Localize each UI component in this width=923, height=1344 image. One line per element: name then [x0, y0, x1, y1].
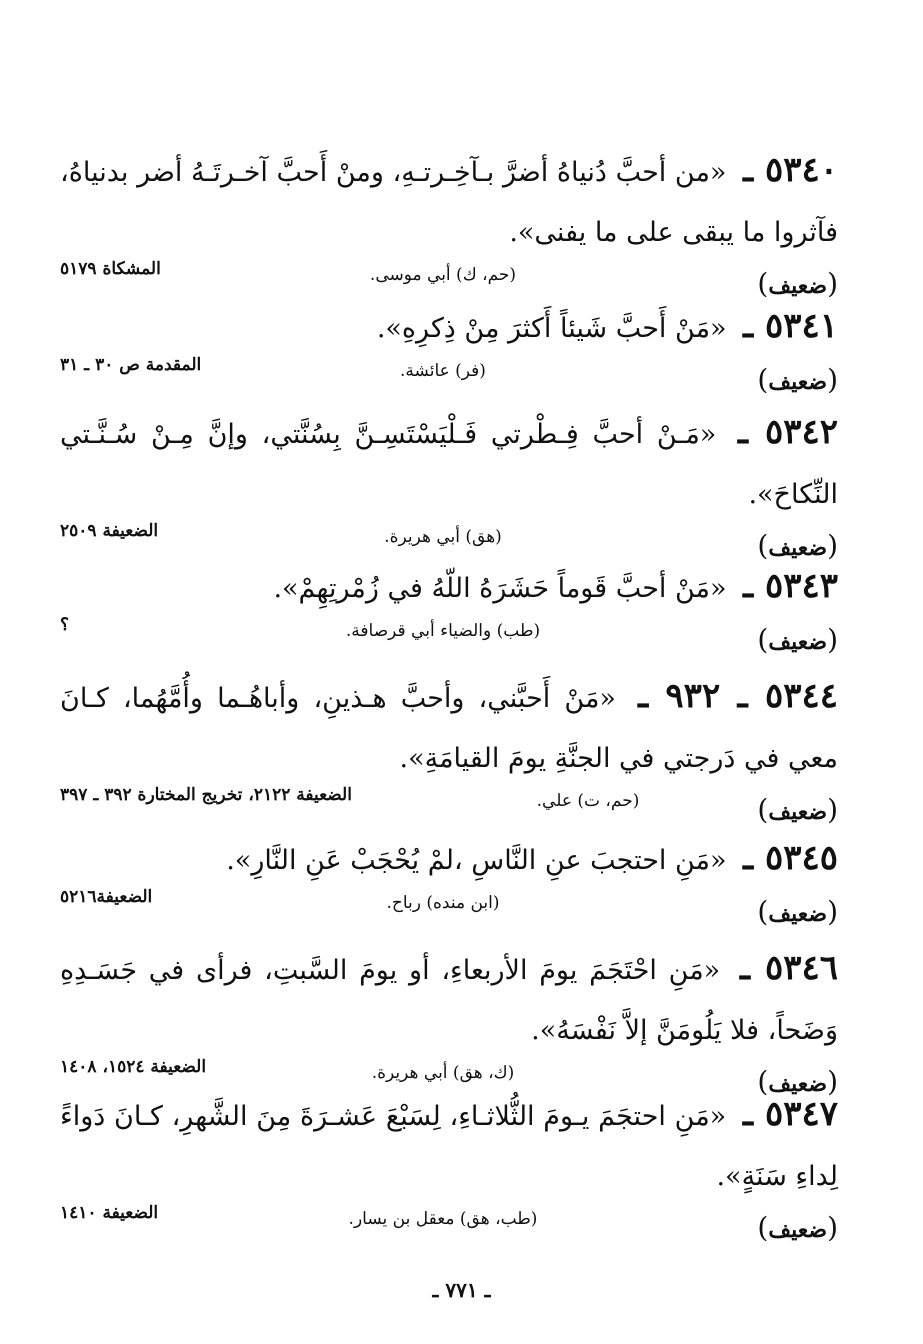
hadith-text: «مَـنْ أحبَّ فِـطْرتي فَـلْيَسْتَسِـنَّ بِسُنَّتي، وإنَّ مِـنْ سُـنَّـتي النِّكاحَ».: [60, 419, 838, 510]
hadith-text-block: [60, 828, 838, 891]
hadith-text-block: [60, 1084, 838, 1207]
hadith-entry-5345: [60, 828, 838, 945]
hadith-text: «من أحبَّ دُنياهُ أضرَّ بـآخِـرتـهِ، ومنْ أَحبَّ آخـرتَـهُ أضر بدنياهُ، فآثروا ما يبقى على ما يفنى».: [60, 157, 838, 248]
source-text: (هق) أبي هريرة.: [384, 527, 502, 547]
hadith-text: «مَنْ أحبَّ قَوماً حَشَرَهُ اللّهُ في زُمْرتِهِمْ».: [273, 573, 727, 604]
hadith-number: ٥٣٤٢ ـ: [738, 412, 838, 452]
grade-label: (ضعيف): [757, 1065, 838, 1098]
source-text: (ك، هق) أبي هريرة.: [371, 1063, 515, 1083]
source-text: (حم، ت) علي.: [536, 791, 640, 811]
hadith-text: «مَنِ احتجَمَ يـومَ الثُّلاثـاءِ، لِسَبْعَ عَشـرَةَ مِنَ الشَّهرِ، كـانَ دَواءً لِداءِ سَنَةٍ».: [60, 1101, 838, 1192]
grade-label: (ضعيف): [757, 1211, 838, 1244]
hadith-entry-5341: [60, 296, 838, 413]
reference-text: الضعيفة ٢١٢٢، تخريج المختارة ٣٩٢ ـ ٣٩٧: [60, 785, 352, 805]
grade-label: (ضعيف): [757, 623, 838, 656]
source-text: (طب) والضياء أبي قرصافة.: [345, 621, 541, 641]
hadith-meta: [60, 887, 838, 945]
reference-text: المقدمة ص ٣٠ ـ ٣١: [60, 355, 202, 375]
grade-text: ضعيف: [768, 629, 828, 655]
grade-label: (ضعيف): [757, 267, 838, 300]
grade-text: ضعيف: [768, 273, 828, 299]
hadith-entry-5340: [60, 140, 838, 317]
reference-text: الضعيفة ١٥٢٤، ١٤٠٨: [60, 1057, 207, 1077]
reference-text: الضعيفة ١٤١٠: [60, 1203, 159, 1223]
grade-text: ضعيف: [768, 1071, 828, 1097]
hadith-text: «مَنْ أَحبَّ شَيئاً أَكثرَ مِنْ ذِكرِهِ».: [376, 313, 727, 344]
source-text: (فر) عائشة.: [400, 361, 486, 381]
hadith-text-block: [60, 140, 838, 263]
grade-text: ضعيف: [768, 901, 828, 927]
hadith-text-block: [60, 666, 838, 789]
hadith-number: ٥٣٤١ ـ: [743, 306, 838, 346]
source-text: (حم، ك) أبي موسى.: [369, 265, 517, 285]
hadith-text: «مَنِ احتجبَ عنِ النَّاسِ ،لمْ يُحْجَبْ عَنِ النَّارِ».: [226, 845, 727, 876]
grade-text: ضعيف: [768, 369, 828, 395]
grade-label: (ضعيف): [757, 793, 838, 826]
hadith-entry-5342: [60, 402, 838, 579]
reference-text: المشكاة ٥١٧٩: [60, 259, 161, 279]
reference-text: الضعيفة ٢٥٠٩: [60, 521, 159, 541]
hadith-meta: [60, 1203, 838, 1261]
hadith-number: ٥٣٤٧ ـ: [742, 1094, 838, 1134]
hadith-meta: [60, 615, 838, 673]
hadith-text: «مَنْ أَحبَّني، وأحبَّ هـذينِ، وأباهُـما وأُمَّهُما، كـانَ معي في دَرجتي في الجنَّةِ يومَ القيامَةِ».: [60, 683, 838, 774]
reference-text: ؟: [60, 615, 70, 635]
hadith-number: ٥٣٤٣ ـ: [743, 566, 838, 606]
source-text: (طب، هق) معقل بن يسار.: [348, 1209, 538, 1229]
hadith-number: ٥٣٤٥ ـ: [743, 838, 838, 878]
hadith-entry-5344: [60, 666, 838, 843]
page-number: ـ ٧٧١ ـ: [432, 1278, 491, 1302]
hadith-number: ٥٣٤٤ ـ ٩٣٢ ـ: [638, 676, 838, 716]
hadith-text: «مَنِ احْتَجَمَ يومَ الأربعاءِ، أو يومَ السَّبتِ، فرأى في جَسَـدِهِ وَضَحاً، فلا يَلُومَنَّ إلاَّ نَفْسَهُ».: [60, 955, 838, 1046]
hadith-text-block: [60, 296, 838, 359]
grade-text: ضعيف: [768, 535, 828, 561]
grade-text: ضعيف: [768, 799, 828, 825]
hadith-number: ٥٣٤٦ ـ: [739, 948, 838, 988]
hadith-entry-5347: [60, 1084, 838, 1261]
grade-label: (ضعيف): [757, 363, 838, 396]
hadith-number: ٥٣٤٠ ـ: [743, 150, 838, 190]
hadith-entry-5343: [60, 556, 838, 673]
hadith-text-block: [60, 938, 838, 1061]
grade-text: ضعيف: [768, 1217, 828, 1243]
reference-text: الضعيفة٥٢١٦: [60, 887, 153, 907]
hadith-text-block: [60, 556, 838, 619]
source-text: (ابن منده) رباح.: [386, 893, 500, 913]
hadith-text-block: [60, 402, 838, 525]
grade-label: (ضعيف): [757, 529, 838, 562]
grade-label: (ضعيف): [757, 895, 838, 928]
